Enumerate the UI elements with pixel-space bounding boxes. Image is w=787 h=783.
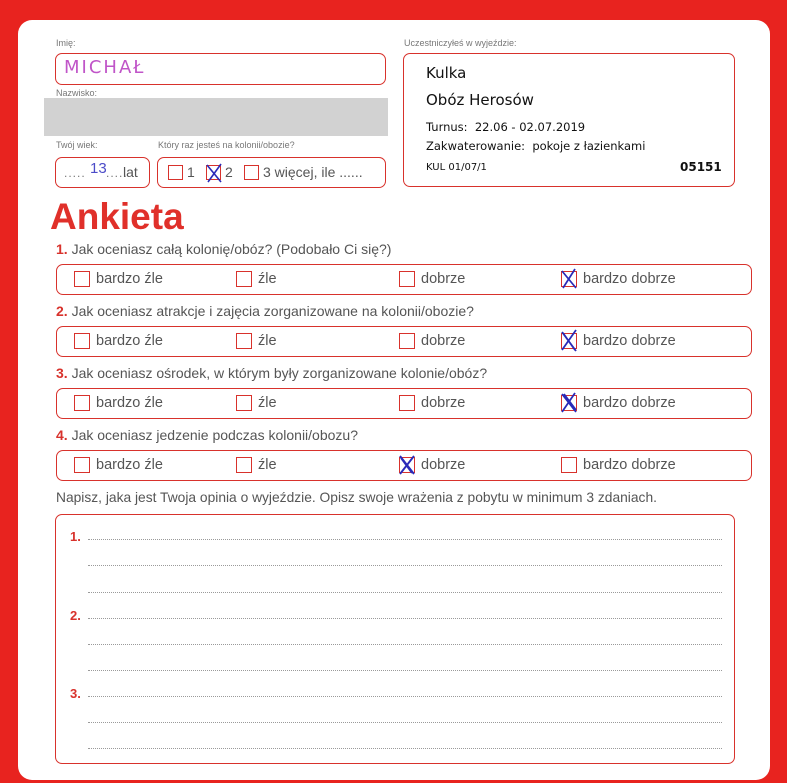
dotted-line xyxy=(88,748,722,749)
age-unit: lat xyxy=(123,164,138,180)
dotted-line xyxy=(88,722,722,723)
question-4: 4. Jak oceniasz jedzenie podczas kolonii/obozu? xyxy=(56,427,358,443)
page-title: Ankieta xyxy=(50,196,184,237)
which-time-1-label: 1 xyxy=(187,164,195,180)
which-time-3-checkbox[interactable] xyxy=(244,165,259,180)
q3-option-good[interactable]: dobrze xyxy=(399,395,465,411)
x-mark-icon xyxy=(396,453,418,477)
surname-label: Nazwisko: xyxy=(56,88,98,98)
checkbox[interactable] xyxy=(74,271,90,287)
age-field[interactable]: ..... 13 ..... lat xyxy=(55,157,150,188)
opinion-number-1: 1. xyxy=(70,529,81,544)
q1-option-very-good[interactable]: bardzo dobrze xyxy=(561,271,676,287)
checkbox[interactable] xyxy=(561,457,577,473)
code: KUL 01/07/1 xyxy=(426,162,487,173)
checkbox-checked[interactable] xyxy=(561,395,577,411)
checkbox[interactable] xyxy=(74,333,90,349)
checkbox[interactable] xyxy=(236,333,252,349)
q2-option-good[interactable]: dobrze xyxy=(399,333,465,349)
name-field[interactable] xyxy=(55,53,386,85)
checkbox[interactable] xyxy=(74,457,90,473)
participant-surname: Kulka xyxy=(426,64,467,82)
which-time-3-label: 3 więcej, ile ...... xyxy=(263,164,363,180)
q3-option-very-good[interactable]: bardzo dobrze xyxy=(561,395,676,411)
dotted-line xyxy=(88,618,722,619)
answer-row-1 xyxy=(56,264,752,295)
checkbox-checked[interactable] xyxy=(561,333,577,349)
question-2: 2. Jak oceniasz atrakcje i zajęcia zorganizowane na kolonii/obozie? xyxy=(56,303,474,319)
q4-option-good[interactable]: dobrze xyxy=(399,457,465,473)
which-time-2-label: 2 xyxy=(225,164,233,180)
turnus: Turnus: 22.06 - 02.07.2019 xyxy=(426,120,586,134)
camp-name: Obóz Herosów xyxy=(426,91,534,109)
x-mark-icon xyxy=(203,161,225,185)
q2-option-very-good[interactable]: bardzo dobrze xyxy=(561,333,676,349)
accommodation: Zakwaterowanie: pokoje z łazienkami xyxy=(426,139,646,153)
q1-option-very-bad[interactable]: bardzo źle xyxy=(74,271,163,287)
which-time-field xyxy=(157,157,386,188)
q4-option-very-bad[interactable]: bardzo źle xyxy=(74,457,163,473)
checkbox-checked[interactable] xyxy=(399,457,415,473)
q1-option-good[interactable]: dobrze xyxy=(399,271,465,287)
checkbox[interactable] xyxy=(236,271,252,287)
q3-option-bad[interactable]: źle xyxy=(236,395,277,411)
dotted-line xyxy=(88,539,722,540)
answer-row-2 xyxy=(56,326,752,357)
x-mark-icon xyxy=(558,329,580,353)
opinion-number-3: 3. xyxy=(70,686,81,701)
which-time-1-checkbox[interactable] xyxy=(168,165,183,180)
checkbox[interactable] xyxy=(236,395,252,411)
question-1: 1. Jak oceniasz całą kolonię/obóz? (Podobało Ci się?) xyxy=(56,241,392,257)
redaction-box xyxy=(44,98,388,136)
dotted-line xyxy=(88,565,722,566)
checkbox-checked[interactable] xyxy=(561,271,577,287)
x-mark-icon xyxy=(558,391,580,415)
checkbox[interactable] xyxy=(399,271,415,287)
age-value: 13 xyxy=(90,160,107,177)
participant-label: Uczestniczyłeś w wyjeździe: xyxy=(404,38,517,48)
dotted-line xyxy=(88,670,722,671)
q1-option-bad[interactable]: źle xyxy=(236,271,277,287)
name-value: MICHAŁ xyxy=(64,57,146,78)
age-label: Twój wiek: xyxy=(56,140,98,150)
id-number: 05151 xyxy=(680,160,722,174)
q4-option-bad[interactable]: źle xyxy=(236,457,277,473)
checkbox[interactable] xyxy=(399,395,415,411)
checkbox[interactable] xyxy=(399,333,415,349)
q4-option-very-good[interactable]: bardzo dobrze xyxy=(561,457,676,473)
q3-option-very-bad[interactable]: bardzo źle xyxy=(74,395,163,411)
question-3: 3. Jak oceniasz ośrodek, w którym były zorganizowane kolonie/obóz? xyxy=(56,365,488,381)
dotted-line xyxy=(88,644,722,645)
x-mark-icon xyxy=(558,267,580,291)
checkbox[interactable] xyxy=(236,457,252,473)
participant-box xyxy=(403,53,735,187)
opinion-box[interactable] xyxy=(55,514,735,764)
answer-row-3 xyxy=(56,388,752,419)
which-time-label: Który raz jesteś na kolonii/obozie? xyxy=(158,140,295,150)
dotted-line xyxy=(88,696,722,697)
which-time-2-checkbox[interactable] xyxy=(206,165,221,180)
name-label: Imię: xyxy=(56,38,76,48)
opinion-number-2: 2. xyxy=(70,608,81,623)
opinion-prompt: Napisz, jaka jest Twoja opinia o wyjeździe. Opisz swoje wrażenia z pobytu w minimum 3 zdaniach. xyxy=(56,490,657,505)
q2-option-bad[interactable]: źle xyxy=(236,333,277,349)
answer-row-4 xyxy=(56,450,752,481)
q2-option-very-bad[interactable]: bardzo źle xyxy=(74,333,163,349)
checkbox[interactable] xyxy=(74,395,90,411)
survey-sheet xyxy=(18,20,770,780)
dotted-line xyxy=(88,592,722,593)
